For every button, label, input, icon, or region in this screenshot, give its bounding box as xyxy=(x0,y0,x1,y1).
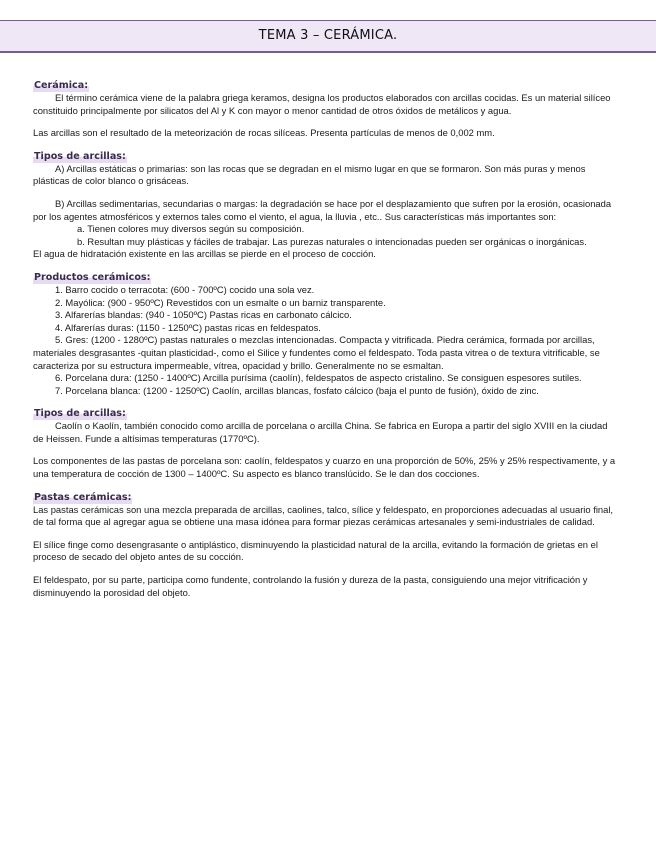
paragraph: B) Arcillas sedimentarias, secundarias o margas: la degradación se hace por el desplazamiento que sufren por la erosión, ocasionada por los agentes atmosféricos y externos tales como el viento, el agua, la lluvia , etc.. Sus características más importantes son: xyxy=(33,197,612,222)
heading-tipos-arcillas-2: Tipos de arcillas: xyxy=(34,408,126,420)
list-item: 7. Porcelana blanca: (1200 - 1250ºC) Caolín, arcillas blancas, fosfato cálcico (baja el punto de fusión), óxido de zinc. xyxy=(55,384,539,396)
list-item: 3. Alfarerías blandas: (940 - 1050ºC) Pastas ricas en carbonato cálcico. xyxy=(55,309,352,321)
list-item: 1. Barro cocido o terracota: (600 - 700ºC) cocido una sola vez. xyxy=(55,283,315,295)
paragraph: El feldespato, por su parte, participa como fundente, controlando la fusión y dureza de la pasta, consiguiendo una mejor vitrificación y disminuyendo la porosidad del objeto. xyxy=(33,574,588,598)
list-item: b. Resultan muy plásticas y fáciles de trabajar. Las purezas naturales o intencionadas pueden ser orgánicas o inorgánicas. xyxy=(77,235,587,247)
list-item: 2. Mayólica: (900 - 950ºC) Revestidos con un esmalte o un barniz transparente. xyxy=(55,296,386,308)
page-title: TEMA 3 – CERÁMICA. xyxy=(258,28,398,43)
heading-pastas: Pastas cerámicas: xyxy=(34,491,132,503)
document-body xyxy=(33,79,618,609)
paragraph: A) Arcillas estáticas o primarias: son las rocas que se degradan en el mismo lugar en que se formaron. Son más puras y menos plásticas de color blanco o grisáceas. xyxy=(33,162,586,187)
paragraph: El sílice finge como desengrasante o antiplástico, disminuyendo la plasticidad natural de la arcilla, evitando la formación de grietas en el proceso de secado del objeto antes de su cocción. xyxy=(33,538,598,563)
heading-productos: Productos cerámicos: xyxy=(34,271,151,283)
section-tipos-arcillas xyxy=(33,150,618,261)
list-item: 4. Alfarerías duras: (1150 - 1250ºC) pastas ricas en feldespatos. xyxy=(55,321,321,333)
heading-ceramica: Cerámica: xyxy=(34,80,89,91)
heading-tipos-arcillas: Tipos de arcillas: xyxy=(34,150,126,162)
title-banner xyxy=(0,20,656,53)
paragraph: Las arcillas son el resultado de la meteorización de rocas silíceas. Presenta partículas de menos de 0,002 mm. xyxy=(33,127,495,139)
list-item: a. Tienen colores muy diversos según su composición. xyxy=(77,223,305,235)
paragraph: El agua de hidratación existente en las arcillas se pierde en el proceso de cocción. xyxy=(33,248,376,260)
section-ceramica xyxy=(33,79,618,140)
section-productos xyxy=(33,271,618,397)
section-pastas xyxy=(33,491,618,600)
paragraph: El término cerámica viene de la palabra griega keramos, designa los productos elaborados con arcillas cocidas. Es un material silíceo constituido principalmente por silicatos del Al y K con mayor o menor cantidad de otros óxidos de metálicos y agua. xyxy=(33,92,611,116)
list-item: 5. Gres: (1200 - 1280ºC) pastas naturales o mezclas intencionadas. Compacta y vitrificada. Piedra cerámica, formada por arcillas, materiales desgrasantes -quitan plasticidad-, como el Silice y fundentes como el feldespato. Toda pasta vitrea o de textura vitrificable, se caracteriza por su estructura impermeable, vítrea, opacidad y brillo. Generalmente no se esmaltan. xyxy=(33,334,600,371)
paragraph: Las pastas cerámicas son una mezcla preparada de arcillas, caolines, talco, sílice y feldespato, en proporciones adecuadas al usuario final, de tal forma que al agregar agua se obtiene una masa idónea para formar piezas cerámicas artesanales y semi-industriales de calidad. xyxy=(33,503,614,528)
paragraph: Caolín o Kaolín, también conocido como arcilla de porcelana o arcilla China. Se fabrica en Europa a partir del siglo XVIII en la ciudad de Heissen. Funde a altísimas temperaturas (1770ºC). xyxy=(33,420,608,444)
paragraph: Los componentes de las pastas de porcelana son: caolín, feldespatos y cuarzo en una proporción de 50%, 25% y 25% respectivamente, y a una temperatura de cocción de 1300 – 1400ºC. Su aspecto es blanco translúcido. Se le dan dos cocciones. xyxy=(33,455,616,480)
section-tipos-arcillas-2 xyxy=(33,407,618,480)
list-item: 6. Porcelana dura: (1250 - 1400ºC) Arcilla purísima (caolín), feldespatos de aspecto cristalino. Se consiguen espesores sutiles. xyxy=(55,372,582,384)
